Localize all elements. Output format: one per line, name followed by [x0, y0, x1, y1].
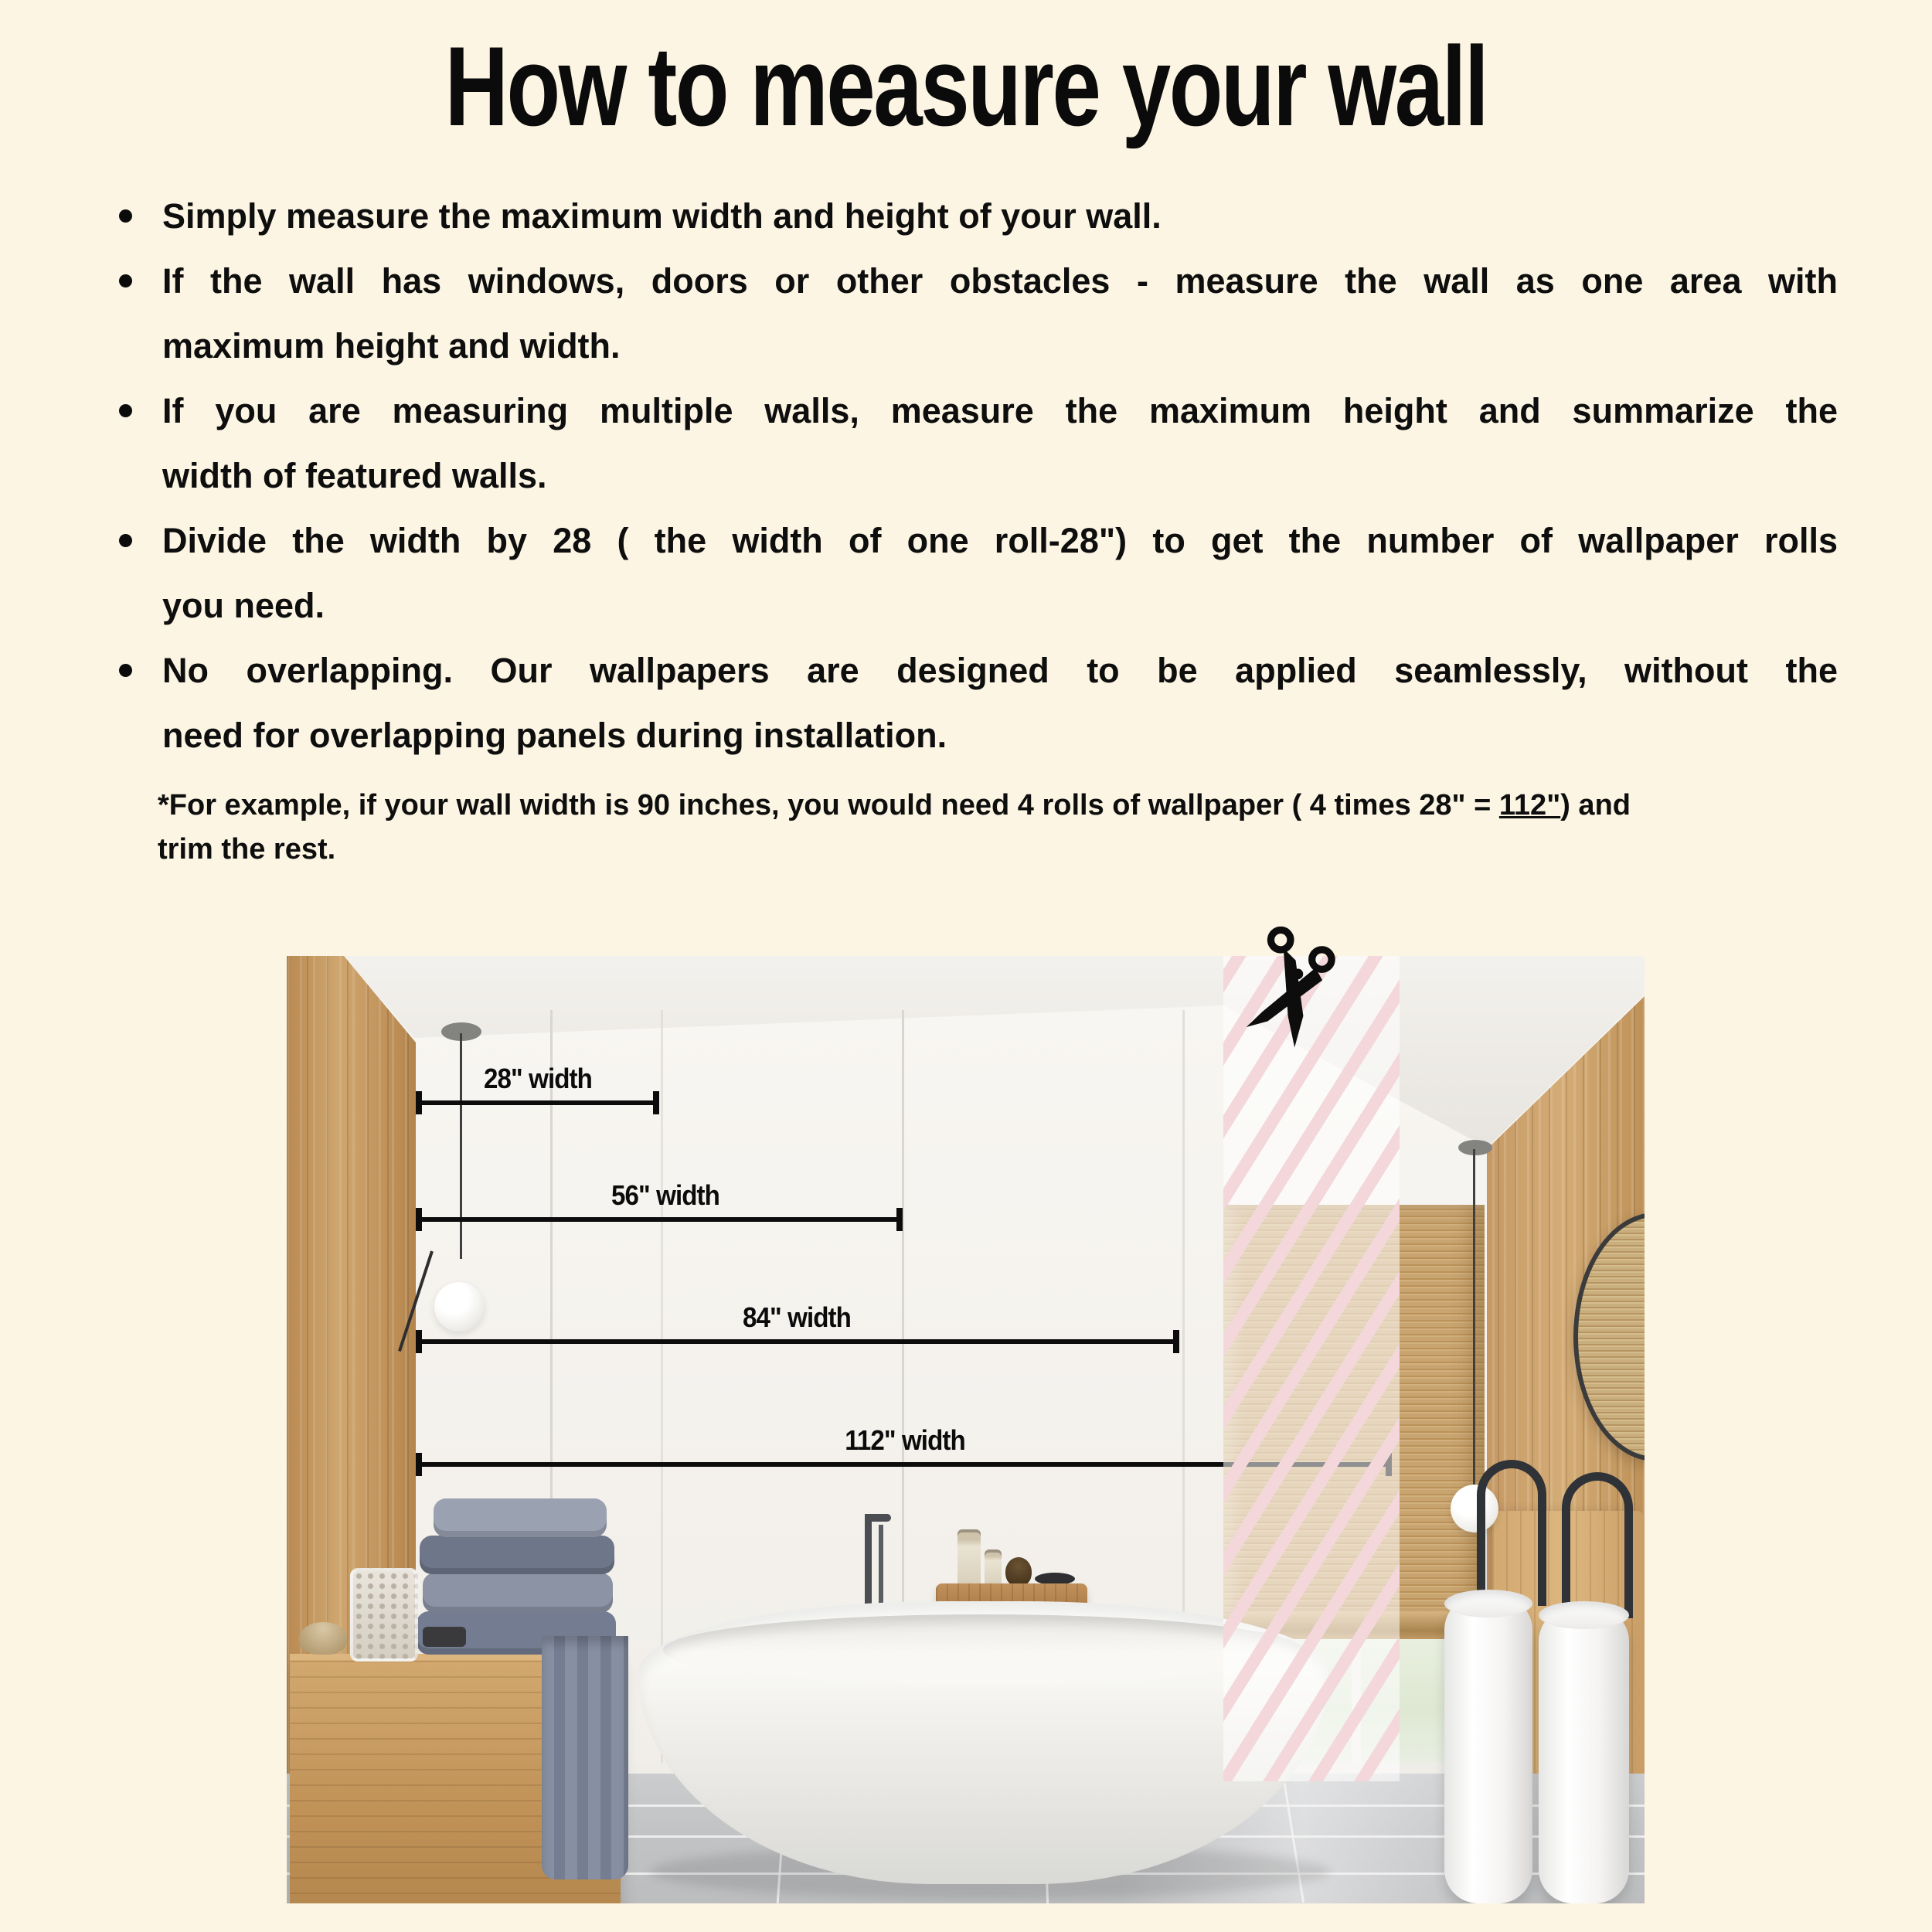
example-note: [158, 784, 1827, 872]
draped-towel: [542, 1636, 628, 1879]
sink-faucet: [1562, 1472, 1633, 1618]
instruction-list: [114, 184, 1838, 768]
candle: [957, 1529, 981, 1587]
bath-brush: [299, 1622, 347, 1655]
list-item: [114, 638, 1838, 768]
glass-jar: [350, 1568, 418, 1662]
folded-towel: [434, 1498, 607, 1537]
instruction-text: need for overlapping panels during installation.: [162, 716, 947, 755]
candle: [985, 1549, 1002, 1587]
list-item: [114, 249, 1838, 379]
measurement-label: 28" width: [484, 1063, 592, 1094]
example-note-line1: [158, 784, 1827, 828]
bullet-dot: [119, 274, 132, 287]
instruction-text: If the wall has windows, doors or other obstacles - measure the wall as one area with: [162, 261, 1838, 301]
instruction-text: maximum height and width.: [162, 326, 621, 366]
list-item: [114, 379, 1838, 509]
bathtub-rim: [663, 1614, 1304, 1685]
pinecone: [1005, 1557, 1032, 1587]
instruction-text: Simply measure the maximum width and height of your wall.: [162, 196, 1162, 236]
measurement-arrow: [416, 1100, 659, 1105]
instruction-text: No overlapping. Our wallpapers are designed to be applied seamlessly, without the: [162, 651, 1838, 690]
list-item: [114, 509, 1838, 638]
measurement-arrow: [416, 1339, 1179, 1344]
bullet-dot: [119, 664, 132, 677]
instruction-text: If you are measuring multiple walls, measure the maximum height and summarize the: [162, 391, 1838, 430]
measurement-label: 84" width: [743, 1301, 851, 1333]
bathroom-photo: [287, 956, 1645, 1903]
soap-bar: [423, 1627, 466, 1647]
example-note-line2: trim the rest.: [158, 833, 336, 866]
sink-basin-rim: [1444, 1590, 1532, 1617]
measurement-label: 56" width: [611, 1179, 719, 1211]
note-text: ) and: [1560, 789, 1631, 821]
note-text: *For example, if your wall width is 90 inches, you would need 4 rolls of wallpaper ( 4 times 28" =: [158, 789, 1499, 821]
bullet-dot: [119, 404, 132, 417]
sink-faucet: [1477, 1460, 1546, 1606]
folded-towel: [420, 1536, 614, 1574]
trim-stripes-overlay: [1223, 956, 1400, 1781]
scissors-icon: [1238, 923, 1352, 1058]
instruction-text: you need.: [162, 586, 325, 625]
sink-basin-rim: [1539, 1601, 1629, 1629]
page-title: How to measure your wall: [444, 23, 1488, 149]
pedestal-sink: [1539, 1607, 1629, 1903]
bullet-dot: [119, 209, 132, 223]
lamp-cord: [1473, 1149, 1475, 1486]
list-item: [114, 184, 1838, 249]
folded-towel: [423, 1573, 613, 1613]
bullet-dot: [119, 534, 132, 547]
measurement-label: 112" width: [845, 1424, 965, 1456]
instruction-text: Divide the width by 28 ( the width of one roll-28") to get the number of wallpaper rolls: [162, 521, 1838, 560]
tub-faucet-spout: [865, 1514, 891, 1522]
pedestal-sink: [1444, 1596, 1532, 1903]
measurement-arrow: [416, 1217, 903, 1222]
tub-faucet: [865, 1514, 872, 1611]
instruction-text: width of featured walls.: [162, 456, 547, 495]
tub-hand-shower: [879, 1525, 883, 1611]
lamp-globe: [434, 1282, 484, 1332]
lamp-canopy: [1458, 1140, 1492, 1155]
note-underlined-value: 112": [1498, 789, 1561, 821]
